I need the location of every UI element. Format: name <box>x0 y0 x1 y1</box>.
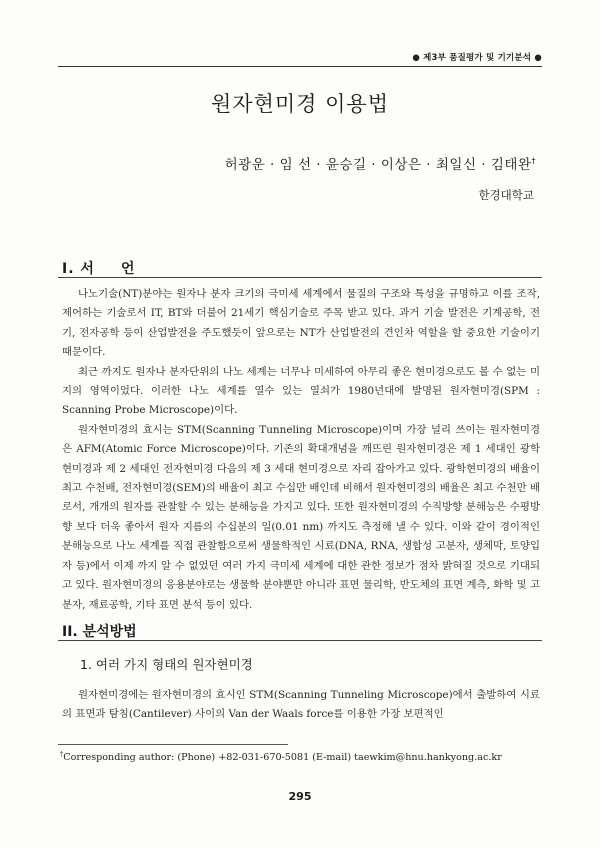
section-1-heading <box>62 258 135 278</box>
footnote <box>60 750 502 763</box>
section-2-rule <box>58 640 542 641</box>
footnote-mark: † <box>60 750 64 758</box>
running-head: ● 제3부 품질평가 및 기기분석 ● <box>412 53 542 63</box>
corresponding-mark: † <box>531 156 536 166</box>
header-rule <box>58 66 542 67</box>
section-2-body <box>62 686 540 725</box>
article-title: 원자현미경 이용법 <box>211 92 389 116</box>
author-names: 허광운 · 임 선 · 윤승길 · 이상은 · 최일신 · 김태완 <box>224 157 532 173</box>
paragraph: 원자현미경의 효시는 STM(Scanning Tunneling Microscope)이며 가장 널리 쓰이는 원자현미경은 AFM(Atomic Force Microscope)이다. 기존의 확대개념을 깨뜨린 원자현미경은 제 1 세대인 광학현미경과 제 2 세대인 전자현미경 다음의 제 3 세대 현미경으로 자리 잡아가고 있다. 광학현미경의 배율이 최고 수천배, 전자현미경(SEM)의 배율이 최고 수십만 배인데 비해서 원자현미경의 배율은 최고 수천만 배로서, 개개의 원자를 관찰할 수 있는 분해능을 가지고 있다. 또한 원자현미경의 수직방향 분해능은 수평방향 보다 더욱 좋아서 원자 지름의 수십분의 일(0.01 nm) 까지도 측정해 낼 수 있다. 이와 같이 경이적인 분해능으로 나노 세계를 직접 관찰함으로써 생물학적인 시료(DNA, RNA, 생합성 고분자, 생체막, 토양입자 등)에서 이제 까지 알 수 없었던 여러 가지 극미세 세계에 대한 관한 정보가 점차 밝혀질 것으로 기대되고 있다. 원자현미경의 응용분야로는 생물학 분야뿐만 아니라 표면 물리학, 반도체의 표면 계측, 화학 및 고분자, 재료공학, 기타 표면 분석 등이 있다. <box>62 423 540 611</box>
page-number: 295 <box>288 790 312 803</box>
footnote-rule <box>58 744 288 745</box>
footnote-text: Corresponding author: (Phone) +82-031-670-5081 (E-mail) taewkim@hnu.hankyong.ac.kr <box>63 752 502 764</box>
section-1-number: I. <box>62 261 75 277</box>
section-1-title-a: 서 <box>80 261 95 277</box>
subsection-heading: 1. 여러 가지 형태의 원자현미경 <box>80 657 253 672</box>
paragraph: 원자현미경에는 원자현미경의 효시인 STM(Scanning Tunneling Microscope)에서 출발하여 시료의 표면과 탐침(Cantilever) 사이의 Van der Waals force를 이용한 가장 보편적인 <box>62 689 540 721</box>
affiliation: 한경대학교 <box>478 188 534 202</box>
section-1-title-b: 언 <box>120 261 136 277</box>
section-2-heading: II. 분석방법 <box>62 624 137 640</box>
author-list <box>225 153 536 173</box>
section-1-rule <box>58 277 542 278</box>
paragraph: 나노기술(NT)분야는 원자나 분자 크기의 극미세 세계에서 물질의 구조와 특성을 규명하고 이를 조작, 제어하는 기술로서 IT, BT와 더불어 21세기 핵심기술로 주목 받고 있다. 과거 기술 발전은 기계공학, 전기, 전자공학 등이 산업발전을 주도했듯이 앞으로는 NT가 산업발전의 견인차 역할을 할 중요한 기술이기 때문이다. <box>62 288 540 359</box>
paragraph: 최근 까지도 원자나 분자단위의 나노 세계는 너무나 미세하여 아무리 좋은 현미경으로도 볼 수 없는 미지의 영역이었다. 이러한 나노 세계를 열수 있는 열쇠가 1980년대에 발명된 원자현미경(SPM : Scanning Probe Microscope)이다. <box>62 365 540 417</box>
section-1-body <box>62 285 540 615</box>
